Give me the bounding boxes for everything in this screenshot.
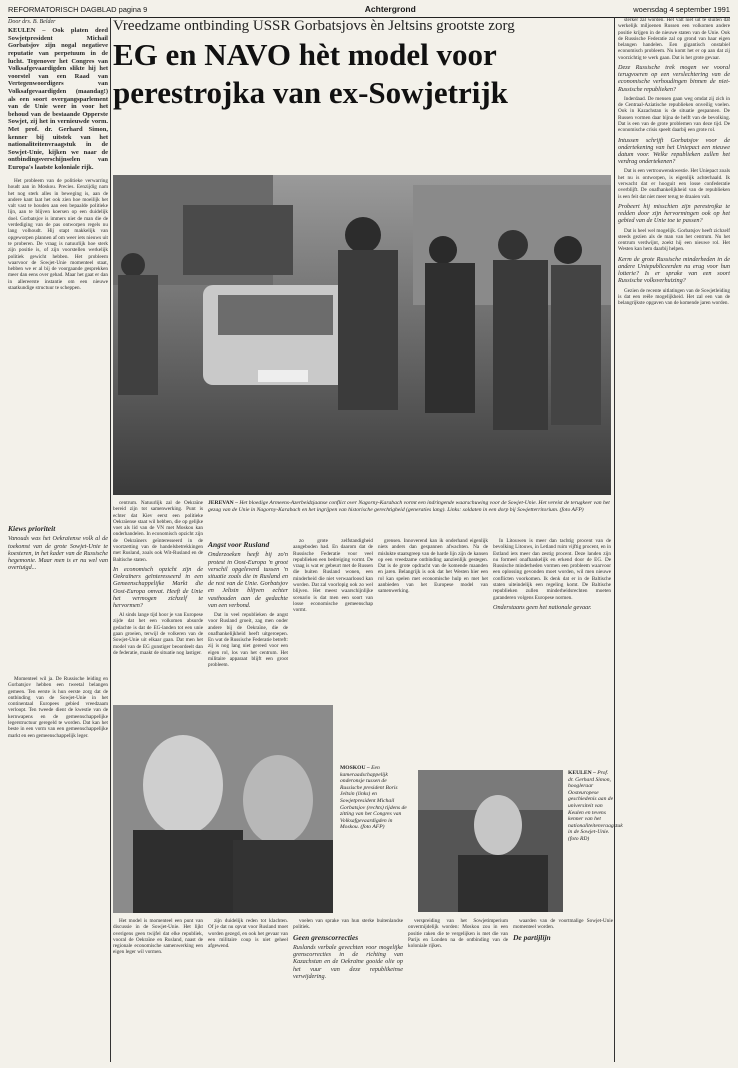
body-paragraph: Dat is heel wel mogelijk. Gorbatsjov heeft zichzelf steeds gezien als de man van het centrum. Nu het centrum verdwijnt, zoekt hij een nieuwe rol. Het Westen kan hem daarbij helpen. (618, 227, 730, 253)
body-paragraph: sterker zal worden. Het valt niet uit te sluiten dat werkelijk miljoenen Russen een volkomen andere positie krijgen in de nieuwe staten van de Unie. Ook de Russische Federatie zal op grond van haar eigen belangen handelen. Een gigantisch onstabiel economisch probleem. Nu komt het er op aan dat zij voorzichtig te werk gaan. Dat is het grote gevaar. (618, 17, 730, 61)
interview-question: In economisch opzicht zijn de Oekraïners geïnteresseerd in een Gemeenschappelijke Markt die Oost-Europa omvat. Heeft de Unie het vermogen zichzelf te hervormen? (113, 565, 203, 609)
body-paragraph: Inderdaad. De mensen gaan weg omdat zij zich in de Centraal-Aziatische republieken onveilig voelen. Ook in Kazachstan is de situatie gespannen. De Russen vormen daar bijna de helft van de bevolking. Dat is een van de grote problemen van deze tijd. De economische crisis speelt daarbij een grote rol. (618, 95, 730, 134)
interview-question: Ruslands verbale gevechten voor mogelijke grenscorrecties in de richting van Kazachstan en de Oekraïne gooide olie op het vuur van deze republikeinse verwijdering. (293, 943, 403, 980)
body-paragraph: zijn duidelijk reden tot klachten. Of je dat nu opvat voor Rusland moet worden gezegd, en ook het gevaar van een militaire coup is niet geheel afgewend. (208, 918, 288, 950)
gorbatsjov-jeltsin-graphic (113, 705, 333, 913)
article-column-5 (378, 538, 488, 758)
caption-dateline: MOSKOU – (340, 765, 370, 771)
body-paragraph: zo grote zelfstandigheid aangeboden had. En daarom dat de Russische Federatie voor veel republieken een bedreiging vormt. De vraag is wat er gebeurt met de Russen die buiten Rusland wonen, een minderheid die niet verwaarloosd kan worden. Dat zal voorlopig ook zo wel blijven. Het meest waarschijnlijke scenario is dat men een soort van losse economische gemeenschap vormt. (293, 538, 373, 614)
column-divider (614, 17, 615, 1062)
bottom-column-6 (513, 918, 613, 1062)
column-1-bottom (8, 676, 108, 1062)
bottom-column-3 (208, 918, 288, 1062)
subheading: Angst voor Rusland (208, 540, 270, 549)
lead-dateline: KEULEN – (8, 27, 46, 35)
interview-question: Kerm de grote Russische minderheden in de andere Uniepubliceerden nu erug voor hun lotterie? Is er sprake van een soort Russische volksverhuizing? (618, 255, 730, 285)
column-divider (110, 17, 111, 1062)
body-paragraph: Dat in veel republieken de angst voor Rusland groeit, zag men onder andere bij de Oekraïne, die de onafhankelijkheid heeft uitgeroepen. En wat de Russische Federatie betreft: zij is nog lang niet gereed voor een eigen rol, los van het centrum. Het militaire apparaat blijft een groot probleem. (208, 611, 288, 669)
article-column-6 (493, 538, 611, 763)
subheading: De partijlijn (513, 932, 551, 942)
column-1-sub (8, 522, 108, 672)
intro-column (8, 17, 108, 172)
body-paragraph: In Litouwen is meer dan tachtig procent van de bevolking Litouws, in Letland ruim vijftig procent, en in Estland iets meer dan zestig procent. Deze landen zijn nu formeel onafhankelijk en erkend door de EG. De Russische minderheden vormen een probleem waarvoor een oplossing gevonden moet worden, wil men nieuwe conflicten voorkomen. Ik denk dat er in de Baltische staten uiteindelijk een regeling komt. De Baltische republieken zullen minderheidsrechten moeten garanderen volgens Europese normen. (493, 538, 611, 601)
bottom-column-2 (113, 918, 203, 1062)
interview-question: Intussen schrijft Gorbatsjov voor de ondertekening van het Uniepact een nieuwe datum voor. Welke republieken zullen het verdrag ondertekenen? (618, 136, 730, 166)
body-paragraph: Momenteel wil ja. De Russische leiding en Gorbatsjov hebben een tweetal belangen gemeen. Ten eerste is hun eerste zorg dat de ontbinding van de Sowjet-Unie in het continentaal Europees gebied vreedzaam verloopt. Ten tweede dient de kwestie van de kernwapens en de gemeenschappelijke legerstructuur geregeld te worden. Dat kan het beste in een vorm van een gemeenschappelijke markt en een gemeenschappelijk leger. (8, 676, 108, 739)
byline: Door drs. B. Belder (8, 19, 56, 25)
body-paragraph: verspreiding van het Sowjetimperium onvermijdelijk worden: Moskou zou in een positie raken die te vergelijken is met die van Parijs en Londen na de ontbinding van de koloniale rijken. (408, 918, 508, 950)
headline-line-1: EG en NAVO hèt model voor (113, 37, 497, 72)
caption-text: Het bloedige Armeens-Azerbeidzjaanse conflict over Nagorny-Karabach vormt een indringende waarschuwing voor de Sowjet-Unie. Het vereist de terugkeer van het gezag van de Unie in Nagorny-Karabach en het ingrijpen van historische gerechtigheid (generaties lang). Links: soldaten in een dorp bij Sowjetterritorium. (foto AFP) (208, 500, 610, 513)
paper-name-page: REFORMATORISCH DAGBLAD pagina 9 (8, 4, 148, 14)
body-paragraph: waarden van de voortmalige Sowjet-Unie momenteel worden. (513, 918, 613, 931)
interview-question: Onderzoeken heeft bij zo'n protest in Oost-Europa 'n groot verschil opgeleverd tussen 'n situatie zoals die in Rusland en de rest van de Unie. Gorbatsjov en Jeltsin blijven echter vasthouden aan de gedachte van een verbond. (208, 551, 288, 609)
kicker: Vreedzame ontbinding USSR Gorbatsjovs èn Jeltsins grootste zorg (113, 18, 515, 34)
caption-dateline: JEREVAN – (208, 500, 238, 506)
body-paragraph: Al sinds lange tijd hoor je van Europese zijde dat het een volkomen absurde gedachte is dat de EG-landen tot een unie gaan groeien, terwijl de volkeren van de Sowjet-Unie uit elkaar gaan. Dat men het model van de EG gunstiger beoordeelt dan de federatie, maakt de situatie nog lastiger. (113, 612, 203, 656)
subheading: Kiews prioriteit (8, 524, 56, 533)
italic-line: Onderstaans geen het nationale gevaar. (493, 603, 592, 611)
photo-caption-moskou (340, 765, 410, 915)
simon-photo-graphic (418, 770, 563, 912)
subheading: Geen grenscorrecties (293, 932, 359, 942)
body-paragraph: Dat is een vertrouwenskwestie. Het Uniepact zoals het nu is ontworpen, is eigenlijk achterhaald. Ik verwacht dat er hooguit een losse confederatie overblijft. De onafhankelijkheid van de republieken is een feit dat niet meer terug te draaien valt. (618, 168, 730, 200)
caption-text: Prof. dr. Gerhard Simon, hoogleraar Oosteuropese geschiedenis aan de universiteit van Keulen en tevens kenner van het nationaliteitenvraagstuk in de Sowjet-Unie. (foto RD) (568, 770, 623, 842)
section-title: Achtergrond (364, 4, 416, 14)
article-column-7 (618, 17, 730, 1062)
gorbatsjov-jeltsin-photo (113, 705, 333, 913)
interview-question: Deze Russische trek mogen we vooral terugvoeren op een verslechtering van de economische verhoudingen binnen de niet-Russische republieken? (618, 64, 730, 93)
bottom-column-5 (408, 918, 508, 1062)
issue-date: woensdag 4 september 1991 (633, 4, 730, 14)
body-paragraph: Het probleem van de politieke verwarring houdt aan in Moskou. Precies. Eenzijdig nam het nog sterk alles in beweging is, aan de andere kant laat het ook zien hoe moeilijk het valt vast te houden aan een bepaalde politieke lijn, aan te blijven koersen op een duidelijk doel. Gorbatsjov is immers niet de man die de verdediging van de pas ontworpen regels nu lang volhoudt. Hij stapt makkelijk van opgeworpen plannen af om weer iets nieuws uit te proberen. De vraag is natuurlijk hoe sterk zijn positie is, of zijn voorstellen werkelijk politiek gewicht hebben. Het probleem waarvoor de Sowjet-Unie momenteel staat, hebben we er al bij de voorgaande gesprekken meer dan eens over gehad. Maar het gaat er dan in allereerste instantie om een nieuwe staatkundige structuur te scheppen. (8, 178, 108, 292)
lead-text: Ook platen deed Sowjetpresident Michail Gorbatsjov zijn nogal negatieve reputatie van perpetuum in de lucht. Tegenover het Congres van Volksafgevaardigden slikte hij het voorstel van een Raad van Vertegenwoordigers van Volksafgevaardigden (maandag!) als een soort overgangsparlement van de Unie weer in voor het behoud van de bestaande Opperste Sowjet, zij het in vernieuwde vorm. Met prof. dr. Gerhard Simon, kenner bij uitstek van het nationaliteitenvraagstuk in de Sowjet-Unie, kijken we naar de ontbindingsverschijnselen van Europa's laatste koloniale rijk. (8, 27, 109, 171)
soldiers-photo (113, 175, 611, 495)
interview-question: Probeert hij misschien zijn perestrojka te redden door zijn hervormingen ook op het gebied van de Unie toe te passen? (618, 202, 730, 225)
simon-photo (418, 770, 563, 912)
article-column-2 (113, 500, 203, 700)
article-column-1 (8, 178, 108, 518)
body-paragraph: Gezien de recente uitlatingen van de Sowjetleiding is dat een reële mogelijkheid. Het zal een van de belangrijkste opgaven van de komende jaren worden. (618, 287, 730, 307)
bottom-column-4 (293, 918, 403, 1062)
body-paragraph: grensen. Innoverend kan ik onderhand eigenlijk niets anders dan gespannen afwachten. Na de mislukte staatsgreep van de harde lijn zijn de kansen op een vreedzame ontbinding aanzienlijk gestegen. Dat is de grote opdracht van de komende maanden en jaren. Belangrijk is ook dat het Westen hier een rol kan spelen met economische hulp en met het aanbieden van het Europese model van samenwerking. (378, 538, 488, 595)
interview-question: Vanouds was het Oekraïense volk al de toekomst van de grote Sowjet-Unie te koesteren, in het kader van de Russische hegemonie. Maar men is er nu wel van overtuigd... (8, 535, 108, 572)
photo-caption-top (208, 500, 611, 534)
photo-caption-keulen (568, 770, 623, 912)
soldiers-photo-graphic (113, 175, 611, 495)
headline-line-2: perestrojka van ex-Sowjetrijk (113, 75, 508, 110)
body-paragraph: centrum. Natuurlijk zal de Oekraïne bereid zijn tot samenwerking. Punt is echter dat Kiev eerst een politieke Oekraïense staat wil hebben, die op gelijke voet als lid van de VN met Moskou kan onderhandelen. In economisch opzicht zijn de Oekraïners geïnteresseerd in de voortzetting van de handelsbetrekkingen met Rusland, zoals ook Wit-Rusland en de Baltische staten. (113, 500, 203, 563)
caption-text: Een kameraadschappelijk onderonsje tussen de Russische president Boris Jeltsin (links) en Sowjetpresident Michail Gorbatsjov (rechts) tijdens de zitting van het Congres van Volksafgevaardigden in Moskou. (foto AFP) (340, 765, 407, 831)
running-header (8, 3, 730, 18)
body-paragraph: voelen van sprake van hun sterke buitenlandse politiek. (293, 918, 403, 931)
lead-paragraph (8, 27, 108, 171)
body-paragraph: Het model is momenteel een punt van discussie in de Sowjet-Unie. Het lijkt overigens geen twijfel dat elke republiek, vooral de Oekraïne en Rusland, naast de regionale economische samenwerking een eigen leger wil vormen. (113, 918, 203, 956)
caption-dateline: KEULEN – (568, 770, 596, 776)
